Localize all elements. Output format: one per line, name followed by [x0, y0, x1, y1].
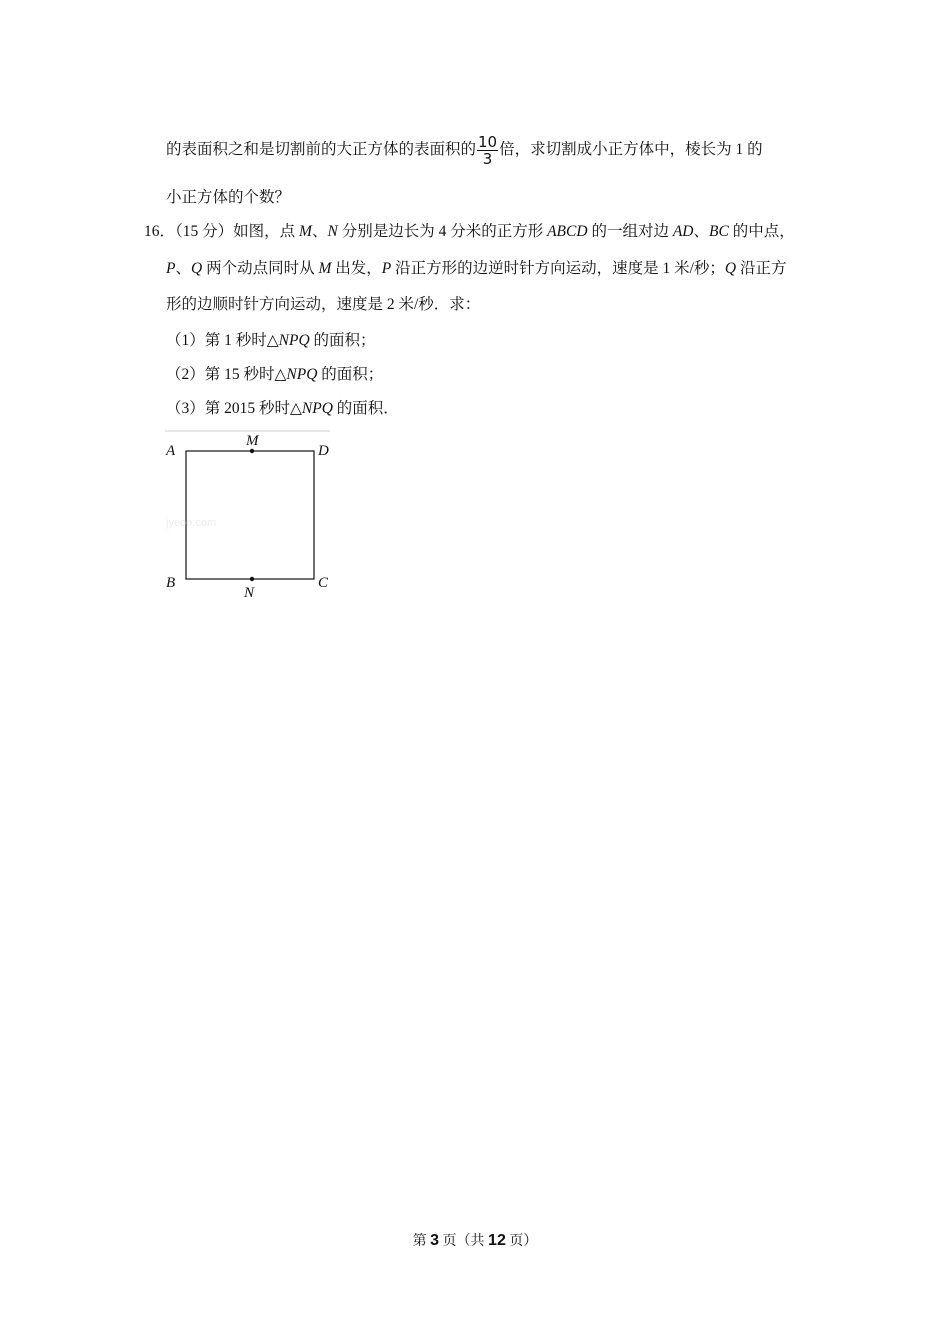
text: 的面积． [332, 400, 399, 417]
question-16-line-3 [166, 295, 480, 315]
watermark: jyeoo.com [166, 517, 217, 529]
label-n: N [244, 585, 255, 601]
text: 沿正方形的边逆时针方向运动，速度是 1 米/秒； [391, 260, 725, 277]
text: 第 [412, 1234, 431, 1249]
var: BC [709, 223, 729, 240]
text: 、 [311, 223, 328, 240]
var: N [327, 223, 338, 240]
square-figure [160, 428, 340, 603]
continuation-line-2 [166, 188, 290, 208]
var: P [381, 260, 392, 277]
label-c: C [318, 575, 329, 591]
text: 的表面积之和是切割前的大正方体的表面积的 [166, 141, 477, 159]
text: 的中点， [728, 223, 795, 240]
page-total: 12 [488, 1232, 506, 1249]
text: （2）第 15 秒时△ [166, 366, 287, 383]
text: 的面积； [317, 366, 384, 383]
text: 小正方体的个数？ [166, 189, 291, 206]
square-abcd [186, 451, 314, 579]
text: 出发， [331, 260, 382, 277]
text: （3）第 2015 秒时△ [166, 400, 302, 417]
label-d: D [318, 443, 329, 459]
text: 形的边顺时针方向运动，速度是 2 米/秒．求： [166, 296, 481, 313]
text: 的面积； [309, 332, 376, 349]
text: 页） [505, 1234, 538, 1249]
var: P [166, 260, 176, 277]
text: 页（共 [439, 1234, 489, 1249]
text: 如图，点 [233, 223, 300, 240]
text: 分别是边长为 4 分米的正方形 [337, 223, 548, 240]
point-n [250, 577, 254, 581]
point-m [250, 449, 254, 453]
var: M [299, 223, 312, 240]
question-number: 16． [144, 223, 176, 240]
var: Q [190, 260, 203, 277]
var: NPQ [301, 400, 333, 417]
sub-question-3 [166, 399, 399, 419]
sub-question-1 [166, 331, 376, 351]
text: 沿正方 [736, 260, 787, 277]
fraction [477, 134, 498, 167]
fraction-numerator: 10 [478, 133, 498, 151]
var: NPQ [278, 332, 310, 349]
label-b: B [166, 575, 176, 591]
text: 、 [175, 260, 191, 277]
text: 的一组对边 [587, 223, 673, 240]
var: Q [724, 260, 737, 277]
question-16-line-2 [166, 259, 787, 279]
label-m: M [246, 433, 259, 449]
page-number: 3 [430, 1232, 440, 1249]
sub-question-2 [166, 365, 383, 385]
text: 倍，求切割成小正方体中，棱长为 1 的 [499, 141, 763, 159]
question-score: （15 分） [175, 223, 234, 240]
question-16-line-1 [144, 222, 795, 242]
continuation-line-1 [166, 134, 763, 167]
text: 、 [693, 223, 710, 240]
fraction-denominator: 3 [482, 150, 493, 168]
text: （1）第 1 秒时△ [166, 332, 279, 349]
page-footer [0, 1230, 950, 1250]
var: NPQ [286, 366, 318, 383]
var: M [318, 260, 332, 277]
label-a: A [166, 443, 176, 459]
text: 两个动点同时从 [202, 260, 319, 277]
var: AD [672, 223, 694, 240]
var: ABCD [547, 223, 588, 240]
